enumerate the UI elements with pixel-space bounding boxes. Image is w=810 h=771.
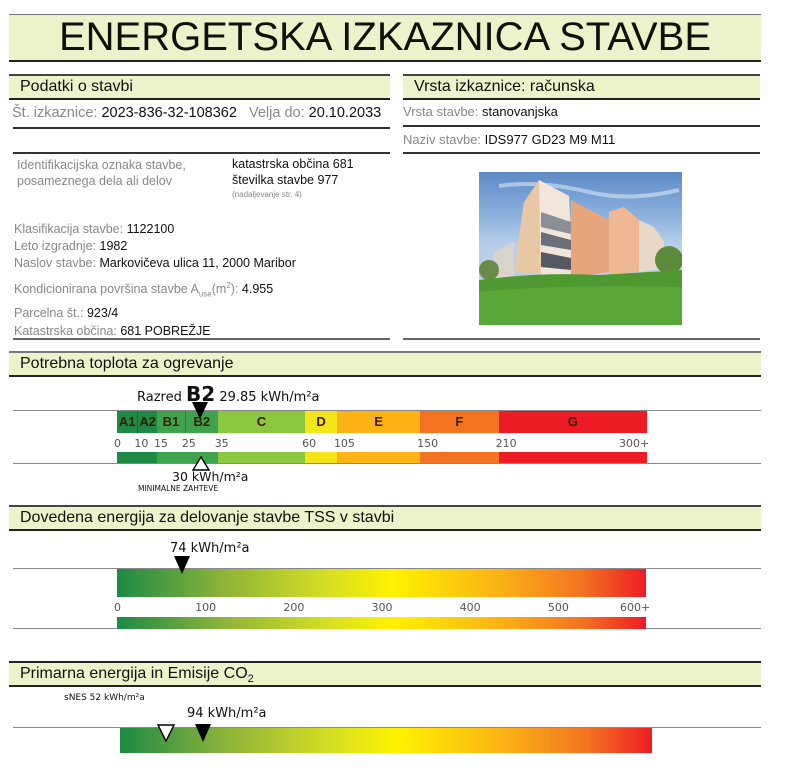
heating-tick-label: 150 bbox=[417, 437, 439, 450]
area-unit-sup: 2 bbox=[226, 281, 231, 290]
delivered-scale bbox=[114, 569, 651, 629]
divider bbox=[403, 152, 760, 154]
heating-tick-label: 15 bbox=[154, 437, 168, 450]
heating-class-b1: B1 bbox=[157, 411, 185, 433]
year-label: Leto izgradnje: bbox=[14, 239, 97, 253]
heating-tick-label: 0 bbox=[114, 437, 121, 450]
building-name-value: IDS977 GD23 M9 M11 bbox=[484, 132, 616, 147]
building-type-label: Vrsta stavbe: bbox=[403, 104, 479, 119]
delivered-tick-label: 200 bbox=[283, 601, 305, 614]
scale-bottom-rule bbox=[13, 463, 761, 464]
delivered-value-text: 74 kWh/m²a bbox=[170, 541, 250, 556]
primary-value-marker-icon bbox=[195, 724, 211, 742]
classification-row bbox=[14, 221, 394, 238]
snes-marker-icon bbox=[157, 724, 175, 747]
valid-until-label: Velja do: bbox=[248, 105, 305, 121]
heating-class-c: C bbox=[218, 411, 305, 433]
building-type-value: stanovanjska bbox=[482, 104, 558, 119]
id-label bbox=[17, 157, 227, 189]
heating-class-bar-b1 bbox=[157, 452, 185, 463]
area-label bbox=[14, 281, 239, 299]
heating-class-a2: A2 bbox=[137, 411, 157, 433]
classification-value: 1122100 bbox=[126, 222, 175, 236]
card-type-header: Vrsta izkaznice: računska bbox=[403, 74, 760, 100]
building-name-row bbox=[403, 131, 760, 149]
heating-scale bbox=[114, 411, 650, 463]
delivered-tick-label: 100 bbox=[195, 601, 217, 614]
parcel-row bbox=[14, 305, 394, 322]
area-unit-end: ): bbox=[230, 282, 239, 297]
heating-class-bar-a1 bbox=[117, 452, 137, 463]
area-value: 4.955 bbox=[241, 282, 274, 297]
heating-class-bar-f bbox=[420, 452, 498, 463]
heating-class-label bbox=[137, 383, 320, 409]
divider bbox=[13, 152, 390, 154]
area-unit: (m bbox=[211, 282, 227, 297]
heating-class-bar-e bbox=[337, 452, 420, 463]
building-photo-art bbox=[479, 172, 682, 325]
building-photo bbox=[479, 172, 682, 325]
heating-class-a1: A1 bbox=[117, 411, 137, 433]
address-value: Markovičeva ulica 11, 2000 Maribor bbox=[99, 256, 296, 270]
parcel-label: Parcelna št.: bbox=[14, 305, 84, 320]
heating-class-bar-c bbox=[218, 452, 305, 463]
primary-energy-header-text: Primarna energija in Emisije CO bbox=[20, 665, 248, 682]
heating-class-bar-d bbox=[305, 452, 337, 463]
primary-scale bbox=[120, 728, 652, 753]
heating-header: Potrebna toplota za ogrevanje bbox=[9, 351, 761, 377]
area-label-sub: use bbox=[198, 289, 212, 299]
heating-class-bar-a2 bbox=[137, 452, 157, 463]
id-note: (nadaljevanje str. 4) bbox=[232, 190, 302, 199]
parcel-value: 923/4 bbox=[86, 305, 119, 320]
heating-tick-label: 300+ bbox=[619, 437, 650, 450]
id-label-line2: posameznega dela ali delov bbox=[17, 174, 172, 188]
heating-tick-label: 210 bbox=[495, 437, 517, 450]
divider bbox=[13, 127, 390, 129]
delivered-tick-label: 0 bbox=[114, 601, 121, 614]
area-label-text: Kondicionirana površina stavbe A bbox=[14, 282, 199, 297]
building-name-label: Naziv stavbe: bbox=[403, 132, 482, 147]
delivered-tick-label: 300 bbox=[371, 601, 393, 614]
heating-value-text: 29.85 kWh/m²a bbox=[219, 390, 320, 405]
heating-tick-label: 105 bbox=[333, 437, 355, 450]
divider bbox=[13, 338, 390, 340]
heating-tick-label: 60 bbox=[302, 437, 317, 450]
cadastral-value: 681 POBREŽJE bbox=[120, 323, 211, 338]
min-requirement-caption: MINIMALNE ZAHTEVE bbox=[138, 484, 219, 493]
delivered-gradient-bar bbox=[117, 569, 646, 597]
min-requirement-value: 30 kWh/m²a bbox=[172, 469, 249, 484]
card-number-label: Št. izkaznice: bbox=[12, 105, 98, 121]
heating-class-prefix: Razred bbox=[137, 390, 182, 405]
heating-value-marker-icon bbox=[192, 402, 208, 419]
heating-class-e: E bbox=[337, 411, 420, 433]
heating-class-b2: B2 bbox=[185, 411, 218, 433]
divider bbox=[403, 338, 760, 340]
delivered-value-marker-icon bbox=[174, 556, 190, 574]
classification-label: Klasifikacija stavbe: bbox=[14, 222, 124, 236]
delivered-gradient-bar-bottom bbox=[117, 617, 646, 629]
id-value-line1: katastrska občina 681 bbox=[232, 157, 354, 171]
primary-energy-header bbox=[9, 661, 761, 687]
year-row bbox=[14, 238, 394, 255]
address-row bbox=[14, 255, 394, 272]
card-number-value: 2023-836-32-108362 bbox=[101, 105, 237, 121]
delivered-tick-label: 400 bbox=[459, 601, 481, 614]
cadastral-label: Katastrska občina: bbox=[14, 323, 117, 338]
delivered-energy-header: Dovedena energija za delovanje stavbe TSS v stavbi bbox=[9, 505, 761, 531]
heating-class-f: F bbox=[420, 411, 498, 433]
heating-tick-label: 25 bbox=[181, 437, 196, 450]
id-value-line2: številka stavbe 977 bbox=[232, 173, 339, 187]
min-requirement bbox=[138, 470, 258, 494]
valid-until-value: 20.10.2033 bbox=[308, 105, 382, 121]
primary-energy-header-sub: 2 bbox=[247, 673, 254, 686]
delivered-tick-label: 600+ bbox=[620, 601, 651, 614]
card-number-row bbox=[9, 103, 390, 123]
heating-class-value: B2 bbox=[186, 382, 216, 406]
id-value bbox=[232, 156, 392, 202]
divider bbox=[403, 125, 760, 127]
heating-tick-label: 10 bbox=[134, 437, 149, 450]
heating-tick-label: 35 bbox=[214, 437, 229, 450]
heating-class-g: G bbox=[499, 411, 647, 433]
snes-value-text: sNES 52 kWh/m²a bbox=[64, 693, 145, 703]
primary-value-text: 94 kWh/m²a bbox=[187, 706, 267, 721]
building-details bbox=[14, 221, 394, 340]
building-type-row bbox=[403, 103, 760, 121]
heating-class-d: D bbox=[305, 411, 337, 433]
delivered-tick-label: 500 bbox=[547, 601, 569, 614]
building-data-header: Podatki o stavbi bbox=[9, 74, 390, 100]
area-row bbox=[14, 277, 394, 303]
address-label: Naslov stavbe: bbox=[14, 256, 96, 270]
year-value: 1982 bbox=[99, 239, 128, 253]
heating-class-bar-g bbox=[499, 452, 647, 463]
id-label-line1: Identifikacijska oznaka stavbe, bbox=[17, 158, 186, 172]
page-title: ENERGETSKA IZKAZNICA STAVBE bbox=[58, 15, 711, 59]
